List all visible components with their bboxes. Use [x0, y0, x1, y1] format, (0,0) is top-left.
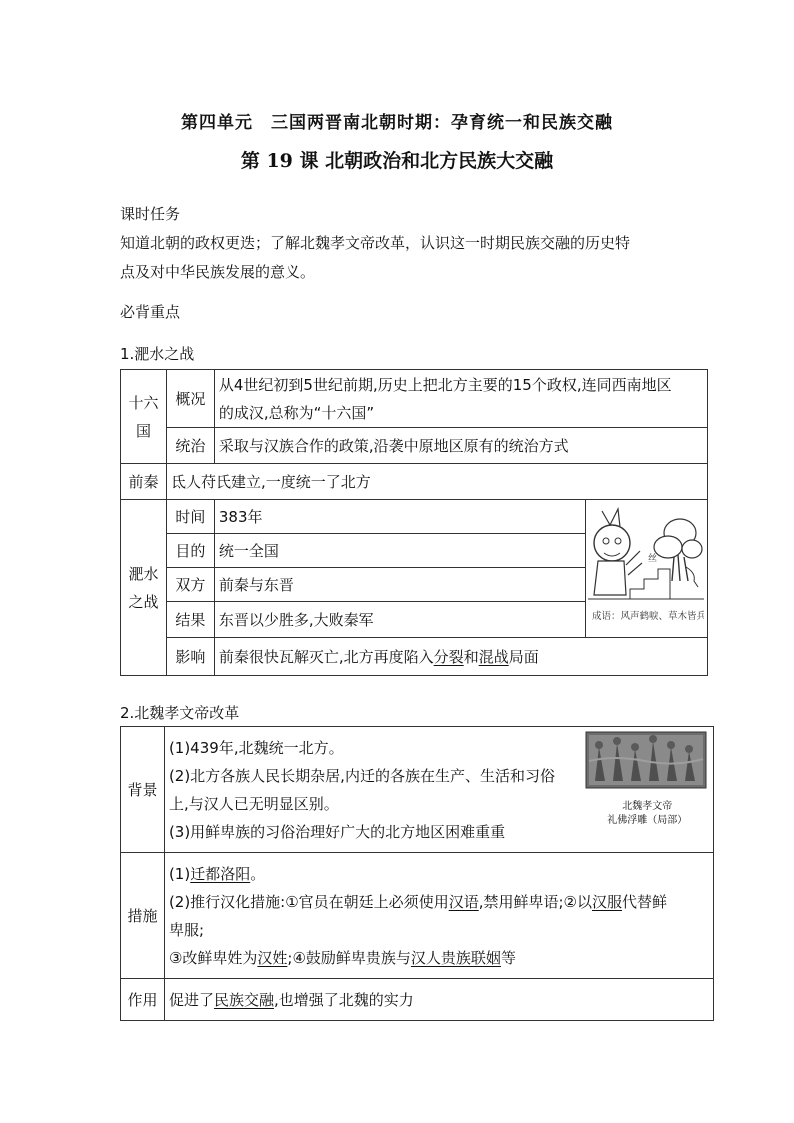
feishui-label: 淝水之战	[121, 500, 167, 676]
illustration-sign: 丝	[647, 554, 657, 564]
shijian-label: 时间	[166, 500, 214, 534]
cuoshi-label: 措施	[121, 853, 165, 979]
yingxiang-cell: 前秦很快瓦解灭亡,北方再度陷入分裂和混战局面	[214, 638, 707, 676]
shijian-cell: 383年	[214, 500, 585, 534]
cuoshi-cell: (1)迁都洛阳。 (2)推行汉化措施:①官员在朝廷上必须使用汉语,禁用鲜卑语;②以汉服代替鲜 卑服; ③改鲜卑姓为汉姓;④鼓励鲜卑贵族与汉人贵族联姻等	[164, 853, 713, 979]
lesson-title: 第 19 课 北朝政治和北方民族大交融	[240, 150, 554, 172]
gaikuang-cell: 从4世纪初到5世纪前期,历史上把北方主要的15个政权,连同西南地区 的成汉,总称为“十六国”	[214, 370, 707, 428]
gaikuang-label: 概况	[166, 370, 214, 428]
qianqin-cell: 氐人苻氏建立,一度统一了北方	[166, 464, 707, 500]
zuoyong-label: 作用	[121, 979, 165, 1021]
zuoyong-cell: 促进了民族交融,也增强了北魏的实力	[164, 979, 713, 1021]
jieguo-cell: 东晋以少胜多,大败秦军	[214, 602, 585, 638]
mudi-label: 目的	[166, 534, 214, 568]
beijing-label: 背景	[121, 727, 165, 853]
mudi-cell: 统一全国	[214, 534, 585, 568]
section2-heading: 2.北魏孝文帝改革	[120, 704, 240, 722]
shuangfang-cell: 前秦与东晋	[214, 568, 585, 602]
illustration-caption: 成语：风声鹤唳、草木皆兵等	[591, 611, 704, 622]
tongzhi-cell: 采取与汉族合作的政策,沿袭中原地区原有的统治方式	[214, 428, 707, 464]
task-text-line1: 知道北朝的政权更迭；了解北魏孝文帝改革，认识这一时期民族交融的历史特	[120, 234, 631, 252]
relief-image	[585, 731, 707, 789]
relief-photo	[581, 727, 713, 853]
tongzhi-label: 统治	[166, 428, 214, 464]
qianqin-label: 前秦	[121, 464, 167, 500]
unit-title: 第四单元 三国两晋南北朝时期：孕育统一和民族交融	[181, 113, 613, 133]
shiliuguo-label: 十六国	[121, 370, 167, 464]
shuangfang-label: 双方	[166, 568, 214, 602]
feishui-illustration	[585, 500, 707, 638]
relief-caption-line2: 礼佛浮雕（局部）	[607, 815, 688, 826]
beijing-cell: (1)439年,北魏统一北方。 (2)北方各族人民长期杂居,内迁的各族在生产、生活和习俗 上,与汉人已无明显区别。 (3)用鲜卑族的习俗治理好广大的北方地区困难重重	[164, 727, 581, 853]
jieguo-label: 结果	[166, 602, 214, 638]
reform-table	[120, 726, 714, 1021]
feishui-table	[120, 369, 708, 676]
section1-heading: 1.淝水之战	[120, 345, 195, 363]
task-text-line2: 点及对中华民族发展的意义。	[120, 263, 316, 281]
relief-caption-line1: 北魏孝文帝	[622, 801, 673, 812]
yingxiang-label: 影响	[166, 638, 214, 676]
key-heading: 必背重点	[120, 303, 181, 321]
soldier-and-trees-illustration	[588, 503, 704, 627]
task-heading: 课时任务	[120, 205, 181, 223]
